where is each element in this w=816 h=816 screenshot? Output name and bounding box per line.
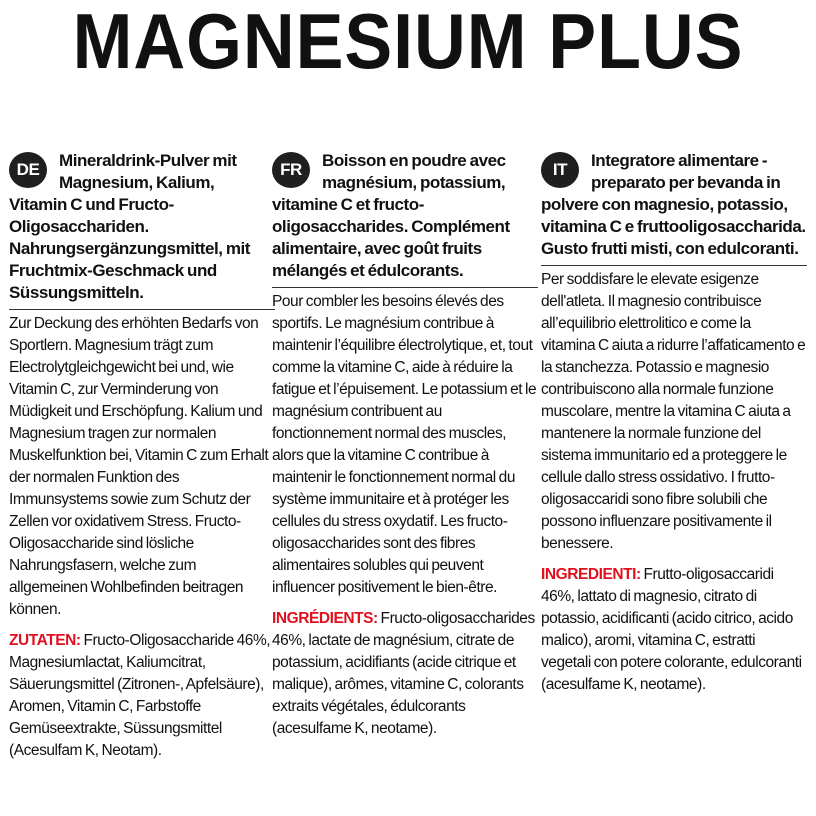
ingredients-it	[541, 564, 807, 696]
divider-de	[9, 309, 275, 310]
body-text-fr: Pour combler les besoins élevés des sportifs. Le magnésium contribue à maintenir l’équilibre électrolytique, et, tout comme la vitamine C, aide à réduire la fatigue et l’épuisement. Le potassium et le magnésium contribuent au fonctionnement normal des muscles, alors que la vitamine C contribue à maintenir le fonctionnement normal du système immunitaire et à protéger les cellules du stress oxydatif. Les fructo-oligosaccharides sont des fibres alimentaires solubles qui peuvent influencer positivement le bien-être.	[272, 293, 537, 596]
headline-it	[541, 150, 807, 260]
divider-fr	[272, 287, 538, 288]
ingredients-text-fr: Fructo-oligosaccharides 46%, lactate de magnésium, citrate de potassium, acidifiants (acide citrique et malique), arômes, vitamine C, colorants extraits végétales, édulcorants (acesulfame K, neotame).	[272, 610, 535, 737]
ingredients-label-de: ZUTATEN:	[9, 632, 81, 649]
headline-text-fr: Boisson en poudre avec magnésium, potassium, vitamine C et fructo-oligosaccharides. Complément alimentaire, avec goût fruits mélangés et édulcorants.	[272, 151, 510, 280]
column-fr	[272, 150, 538, 740]
body-text-de: Zur Deckung des erhöhten Bedarfs von Sportlern. Magnesium trägt zum Electrolytgleichgewicht bei und, wie Vitamin C, zur Verminderung von Müdigkeit und Erschöpfung. Kalium und Magnesium tragen zur normalen Muskelfunktion bei, Vitamin C zum Erhalt der normalen Funktion des Immunsystems sowie zum Schutz der Zellen vor oxidativem Stress. Fructo-Oligosaccharide sind lösliche Nahrungsfasern, welche zum allgemeinen Wohlbefinden beitragen können.	[9, 315, 269, 618]
language-badge-fr	[272, 152, 314, 190]
headline-fr	[272, 150, 538, 282]
column-de	[9, 150, 275, 762]
language-code-de: DE	[9, 152, 47, 188]
headline-text-it: Integratore alimentare - preparato per bevanda in polvere con magnesio, potassio, vitamina C e fruttooligosaccharida. Gusto frutti misti, con edulcoranti.	[541, 151, 806, 258]
ingredients-de	[9, 630, 275, 762]
divider-it	[541, 265, 807, 266]
product-title: MAGNESIUM PLUS	[72, 0, 744, 85]
language-badge-de	[9, 152, 51, 190]
language-code-fr: FR	[272, 152, 310, 188]
body-text-it: Per soddisfare le elevate esigenze dell'atleta. Il magnesio contribuisce all’equilibrio elettrolitico e come la vitamina C aiuta a ridurre l’affaticamento e la stanchezza. Potassio e magnesio contribuiscono alla normale funzione muscolare, mentre la vitamina C aiuta a mantenere la normale funzione del sistema immunitario ed a proteggere le cellule dallo stress ossidativo. I frutto-oligosaccaridi sono fibre solubili che possono influenzare positivamente il benessere.	[541, 271, 806, 552]
headline-text-de: Mineraldrink-Pulver mit Magnesium, Kalium, Vitamin C und Fructo-Oligosacchariden. Nahrungsergänzungsmittel, mit Fruchtmix-Geschmack und Süssungsmitteln.	[9, 151, 250, 302]
language-badge-it	[541, 152, 583, 190]
ingredients-fr	[272, 608, 538, 740]
language-code-it: IT	[541, 152, 579, 188]
ingredients-label-fr: INGRÉDIENTS:	[272, 610, 378, 627]
ingredients-text-de: Fructo-Oligosaccharide 46%, Magnesiumlactat, Kaliumcitrat, Säuerungsmittel (Zitronen-, Apfelsäure), Aromen, Vitamin C, Farbstoffe Gemüseextrakte, Süssungsmittel (Acesulfam K, Neotam).	[9, 632, 271, 759]
column-it	[541, 150, 807, 696]
ingredients-label-it: INGREDIENTI:	[541, 566, 641, 583]
ingredients-text-it: Frutto-oligosaccaridi 46%, lattato di magnesio, citrato di potassio, acidificanti (acido citrico, acido malico), aromi, vitamina C, estratti vegetali con potere colorante, edulcoranti (acesulfame K, neotame).	[541, 566, 802, 693]
headline-de	[9, 150, 275, 304]
